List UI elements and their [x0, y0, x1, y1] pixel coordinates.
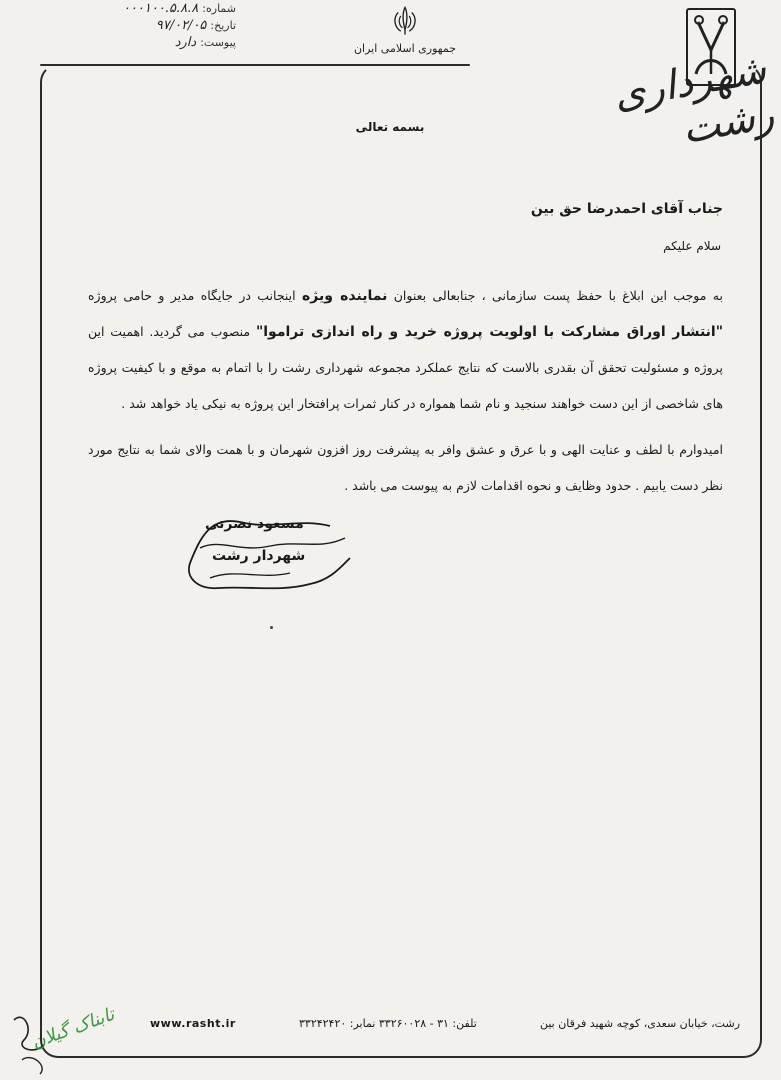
meta-number-row — [6, 0, 236, 17]
footer-contact: تلفن: ۳۱ - ۳۳۲۶۰۰۲۸ نمابر: ۳۳۲۴۲۴۲۰ — [299, 1017, 477, 1030]
state-emblem-caption: جمهوری اسلامی ایران — [353, 42, 457, 55]
body-p1-project-title: "انتشار اوراق مشارکت با اولویت پروژه خرید و راه اندازی تراموا" — [255, 324, 724, 340]
meta-attachment-row — [6, 34, 236, 51]
letter-footer — [150, 1017, 740, 1030]
signatory-name: مسعود نصرتی — [205, 516, 304, 532]
meta-number-value: ۰۰۰۱۰۰.۵.۸.۸ — [123, 1, 199, 16]
body-p1-part-a: به موجب این ابلاغ با حفظ پست سازمانی ، جنابعالی بعنوان — [387, 288, 723, 303]
body-p1-part-c: اینجانب در جایگاه مدیر و حامی پروژه — [88, 288, 302, 303]
meta-date-value: ۹۷/۰۲/۰۵ — [155, 18, 207, 33]
municipality-logo-text: شهرداری رشت — [610, 46, 778, 153]
meta-date-row — [6, 17, 236, 34]
body-p1-part-e: منصوب می گردید. اهمیت این پروژه و مسئولیت تحقق آن بقدری بالاست که نتایج عملکرد مجموعه شهرداری رشت را با اتمام به موقع و با کیفیت پروژه های شاخصی از این دست خواهند سنجید و نام شما همواره در کنار ثمرات پرافتخار این پروژه به نیکی یاد خواهد شد . — [88, 324, 723, 411]
recipient-line: جناب آقای احمدرضا حق بین — [530, 201, 723, 217]
meta-attachment-label: پیوست: — [200, 36, 236, 49]
meta-attachment-value: دارد — [174, 35, 197, 50]
footer-website: www.rasht.ir — [150, 1017, 236, 1030]
meta-date-label: تاریخ: — [210, 19, 236, 32]
meta-number-label: شماره: — [202, 2, 236, 15]
publisher-watermark: تابناک گیلان — [29, 1003, 118, 1054]
body-p1-special-rep: نماینده ویژه — [301, 288, 388, 304]
page-frame-top — [40, 64, 470, 66]
state-emblem-block — [345, 4, 465, 55]
stray-mark — [270, 626, 273, 629]
signatory-title: شهردار رشت — [212, 548, 306, 564]
basmala: بسمه تعالی — [355, 120, 425, 134]
body-paragraph-1 — [88, 278, 723, 422]
iran-emblem-icon — [388, 4, 422, 38]
footer-address: رشت، خیابان سعدی، کوچه شهید فرقان بین — [539, 1017, 740, 1030]
body-paragraph-2: امیدوارم با لطف و عنایت الهی و با عرق و عشق وافر به پیشرفت روز افزون شهرمان و با همت والای شما به نتایج مورد نظر دست یابیم . حدود وظایف و نحوه اقدامات لازم به پیوست می باشد . — [88, 442, 723, 493]
letter-meta — [6, 0, 236, 51]
greeting: سلام علیکم — [663, 239, 721, 253]
